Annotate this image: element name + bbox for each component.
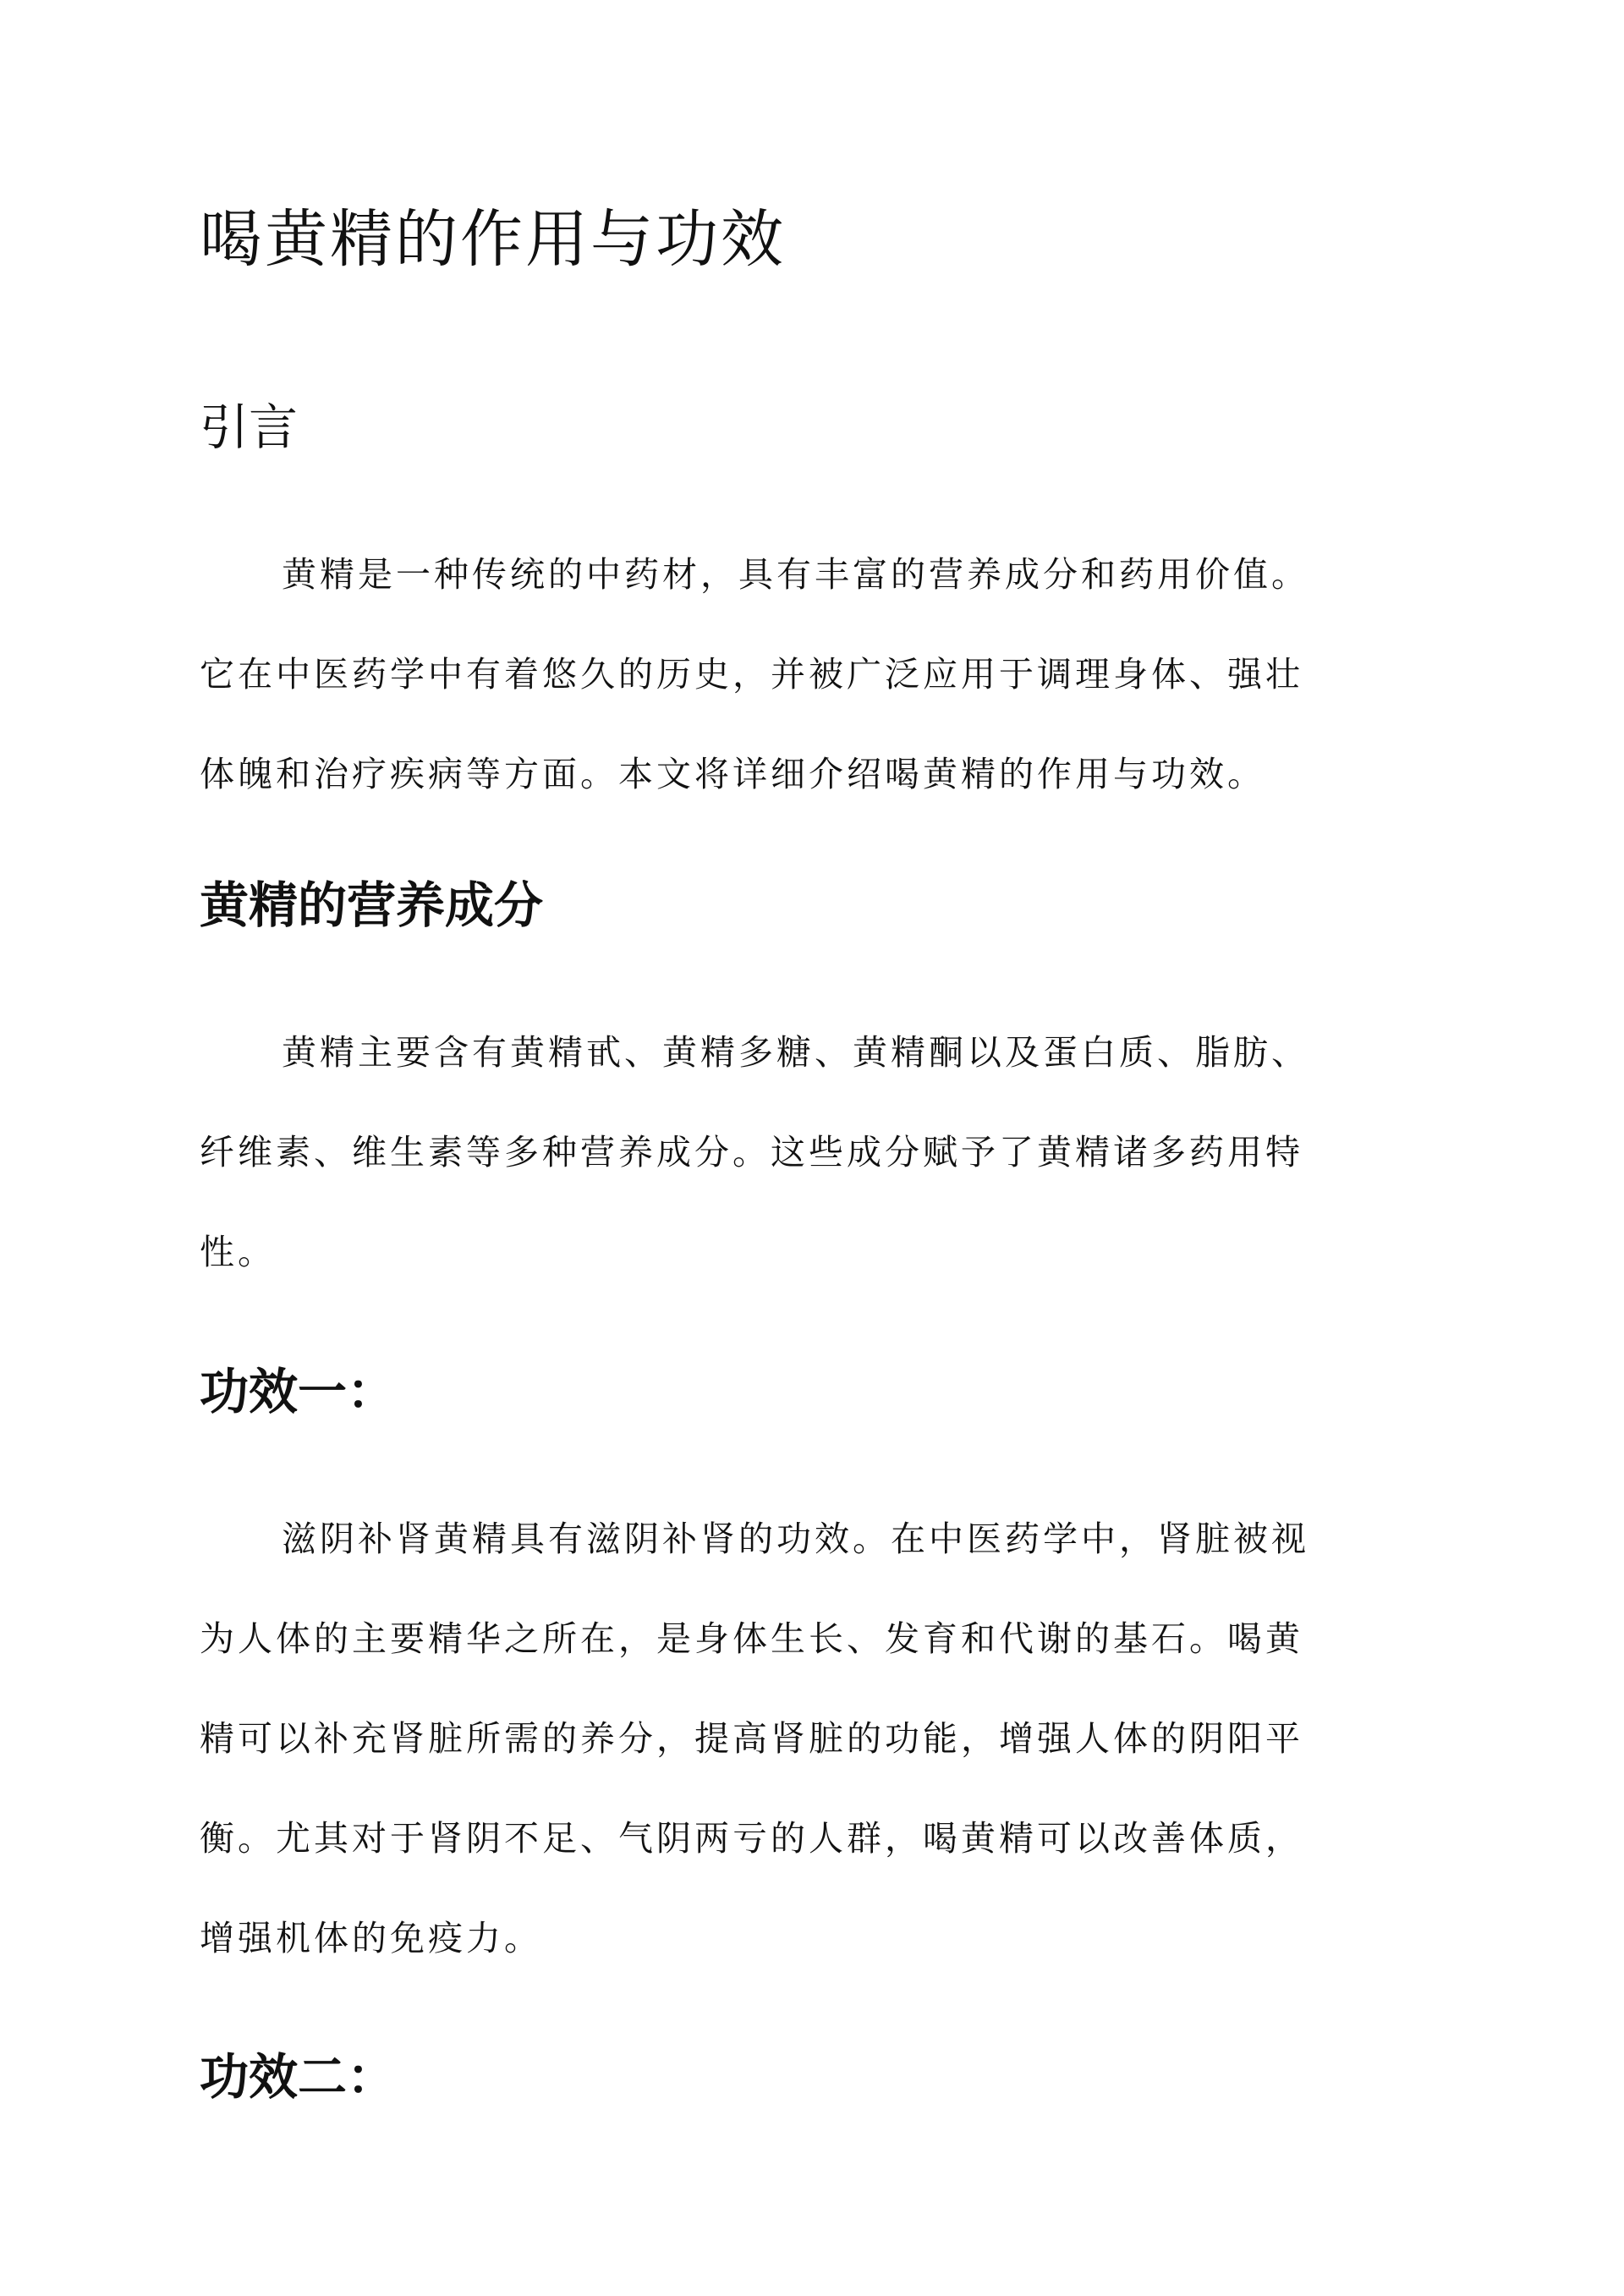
document-title: 喝黄精的作用与功效 bbox=[200, 203, 786, 276]
paragraph-line: 它在中医药学中有着悠久的历史，并被广泛应用于调理身体、强壮 bbox=[200, 654, 1303, 695]
section-heading-effect-two: 功效二： bbox=[200, 2048, 397, 2106]
paragraph-line: 黄精主要含有黄精甙、黄精多糖、黄精酮以及蛋白质、脂肪、 bbox=[282, 1032, 1309, 1073]
paragraph-introduction bbox=[200, 525, 1426, 824]
paragraph-line: 性。 bbox=[200, 1232, 276, 1272]
section-heading-nutrition: 黄精的营养成分 bbox=[200, 876, 544, 934]
paragraph-line: 黄精是一种传统的中药材，具有丰富的营养成分和药用价值。 bbox=[282, 554, 1309, 595]
paragraph-line: 滋阴补肾黄精具有滋阴补肾的功效。在中医药学中，肾脏被视 bbox=[282, 1519, 1309, 1559]
section-heading-introduction: 引言 bbox=[200, 398, 299, 456]
paragraph-nutrition bbox=[200, 1002, 1426, 1302]
section-heading-effect-one: 功效一： bbox=[200, 1363, 397, 1420]
paragraph-line: 为人体的主要精华之所在，是身体生长、发育和代谢的基石。喝黄 bbox=[200, 1618, 1303, 1659]
paragraph-line: 体魄和治疗疾病等方面。本文将详细介绍喝黄精的作用与功效。 bbox=[200, 754, 1265, 794]
paragraph-line: 衡。尤其对于肾阴不足、气阴两亏的人群，喝黄精可以改善体质， bbox=[200, 1818, 1303, 1859]
paragraph-line: 增强机体的免疫力。 bbox=[200, 1918, 542, 1958]
paragraph-effect-one bbox=[200, 1489, 1426, 1988]
paragraph-line: 精可以补充肾脏所需的养分，提高肾脏的功能，增强人体的阴阳平 bbox=[200, 1718, 1303, 1759]
paragraph-line: 纤维素、维生素等多种营养成分。这些成分赋予了黄精诸多药用特 bbox=[200, 1132, 1303, 1173]
